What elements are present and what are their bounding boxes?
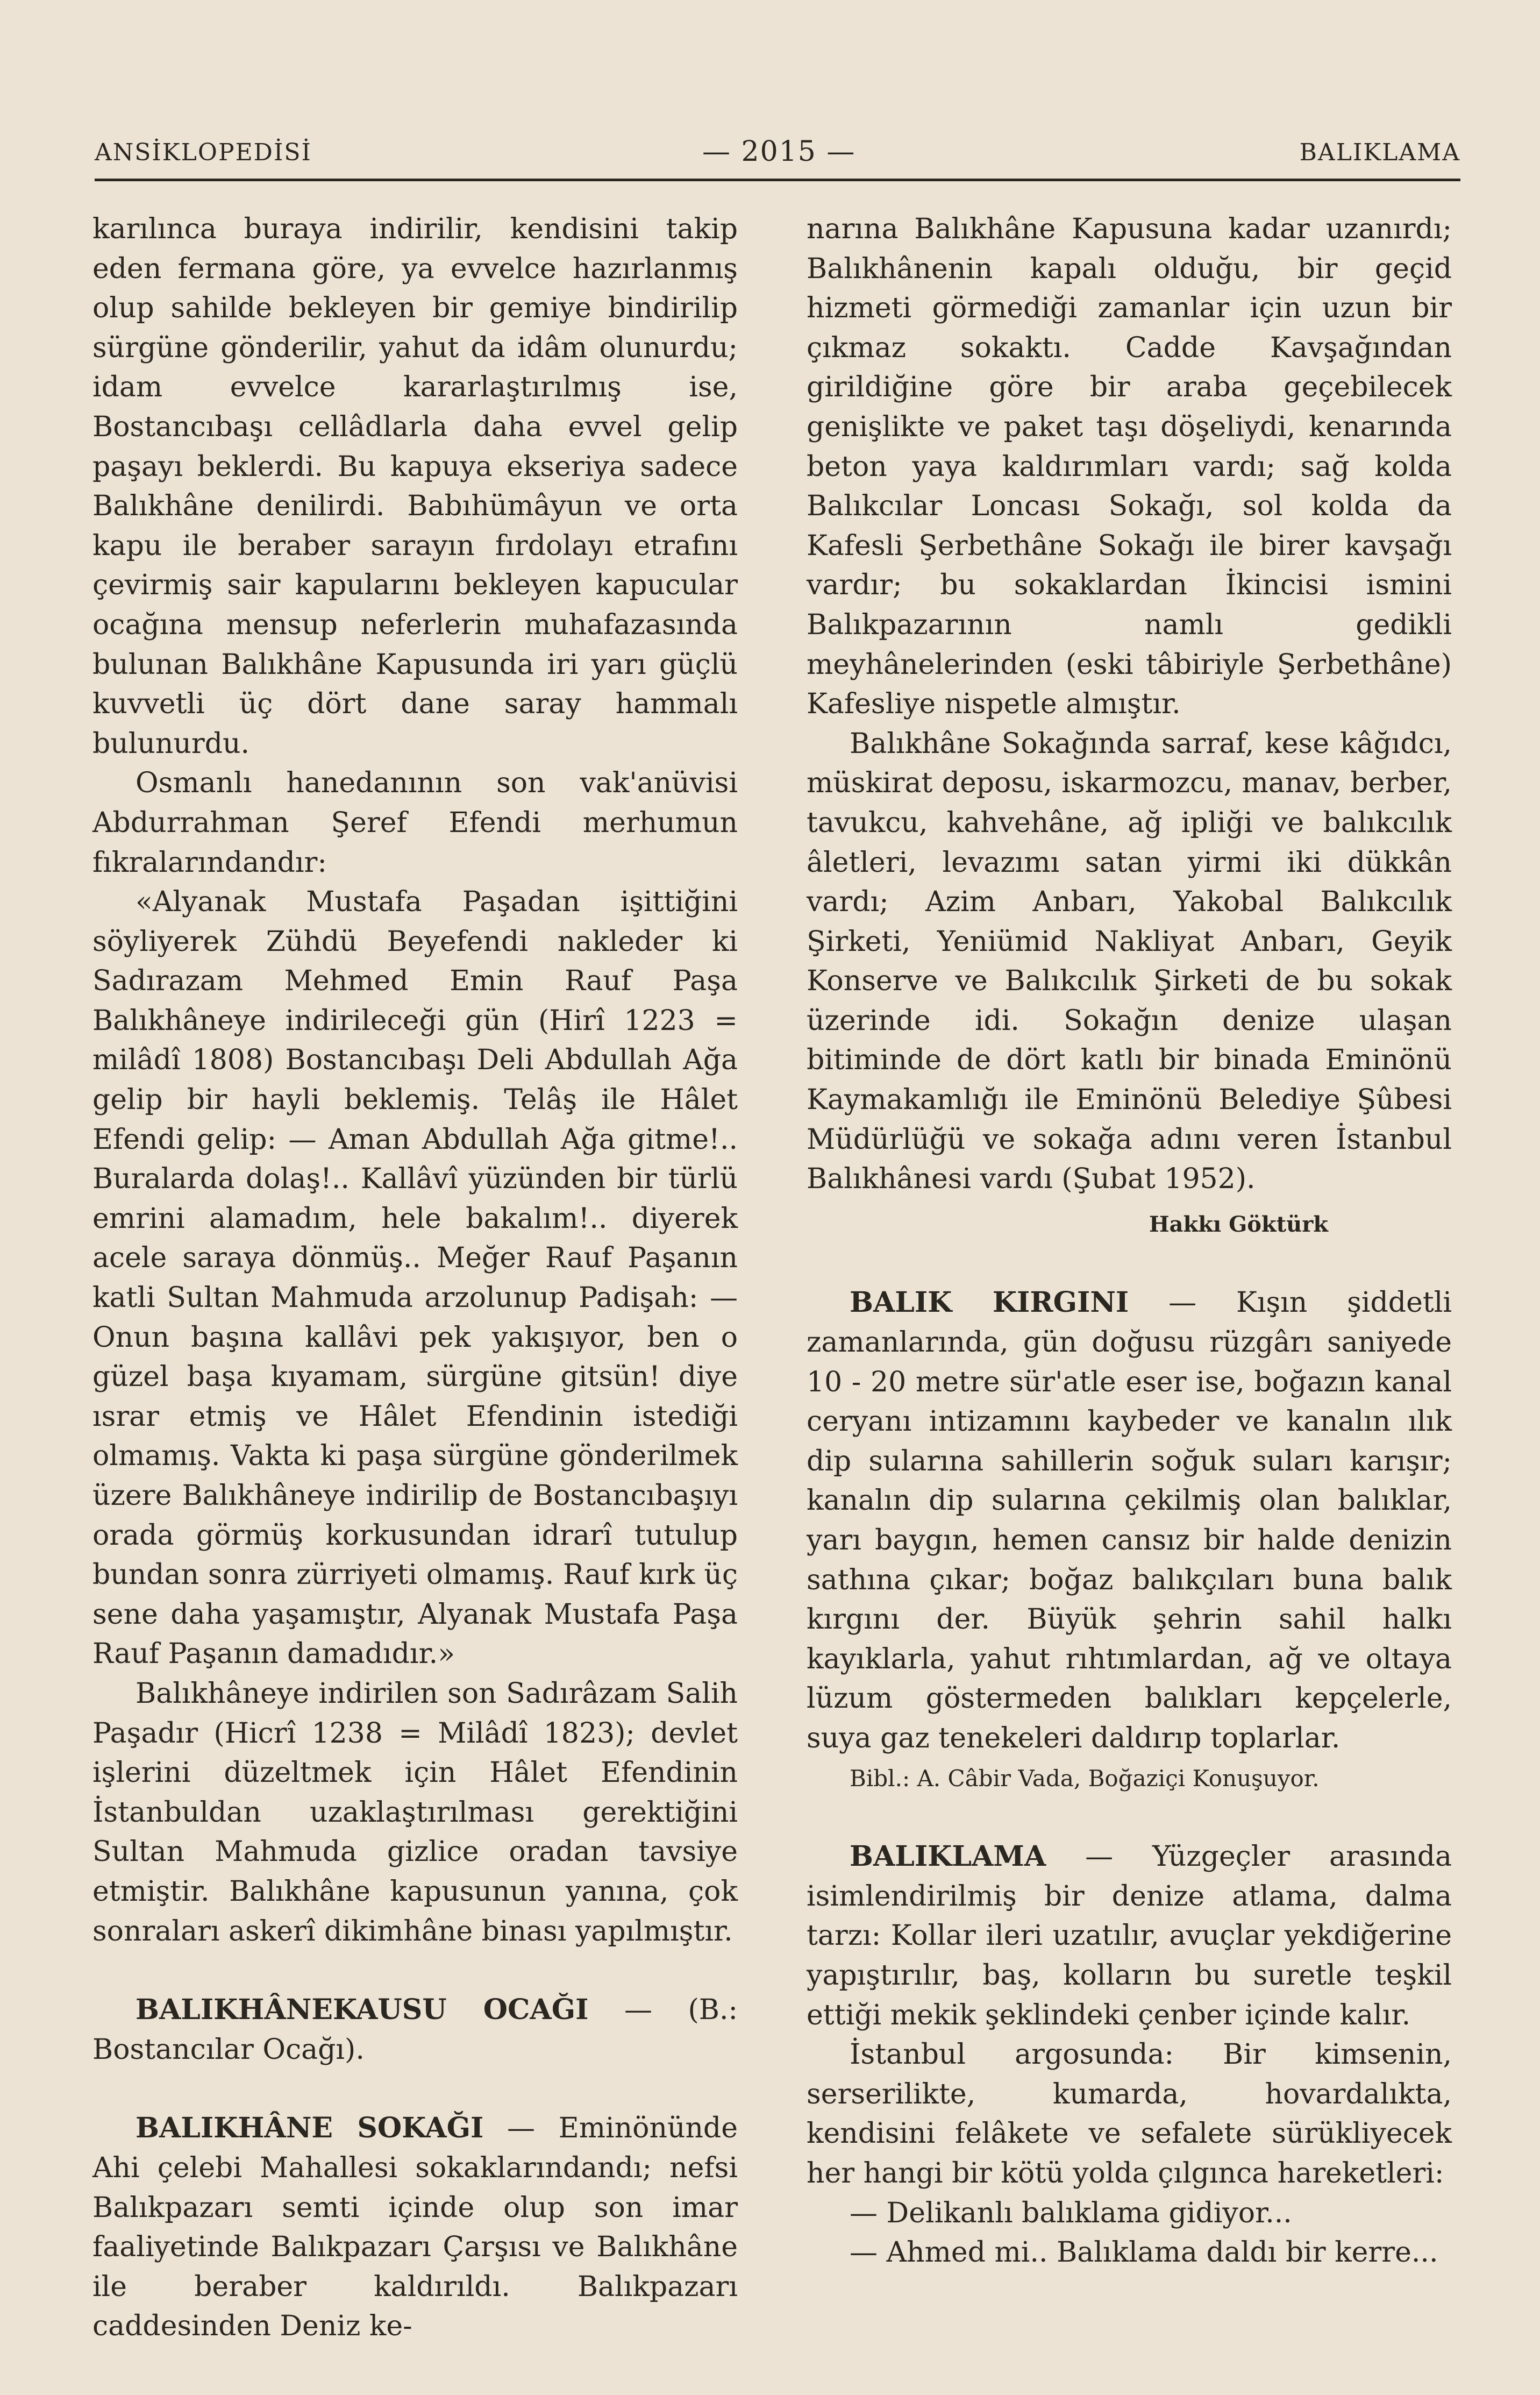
entry-heading: BALIK KIRGINI [850,1286,1129,1319]
left-column [92,210,738,2347]
entry-body: — Eminönünde Ahi çelebi Mahallesi sokaklarındandı; nefsi Balıkpazarı semti içinde olup son imar faaliyetinde Balıkpazarı Çarşısı ve Balıkhâne ile beraber kaldırıldı. Balıkpazarı caddesinden Deniz ke- [92,2112,738,2343]
paragraph: İstanbul argosunda: Bir kimsenin, serserilikte, kumarda, hovardalıkta, kendisini felâkete ve sefalete sürükliyecek her hangi bir kötü yolda çılgınca hareketleri: [807,2038,1452,2190]
entry-heading: BALIKLAMA [850,1840,1046,1873]
paragraph: Balıkhâneye indirilen son Sadırâzam Salih Paşadır (Hicrî 1238 = Milâdî 1823); devlet işlerini düzeltmek için Hâlet Efendinin İstanbuldan uzaklaştırılması gerektiğini Sultan Mahmuda gizlice oradan tavsiye etmiştir. Balıkhâne kapusunun yanına, çok sonraları askerî dikimhâne binası yapılmıştır. [92,1677,738,1948]
paragraph: Osmanlı hanedanının son vak'anüvisi Abdurrahman Şeref Efendi merhumun fıkralarındandır: [92,767,738,879]
entry-body: — Yüzgeçler arasında isimlendirilmiş bir denize atlama, dalma tarzı: Kollar ileri uzatılır, avuçlar yekdiğerine yapıştırılır, baş, kolların bu suretle teşkil ettiği mekik şeklindeki çenber içinde kalır. [807,1840,1452,2031]
entry-body: — Kışın şiddetli zamanlarında, gün doğusu rüzgârı saniyede 10 - 20 metre sür'atle eser ise, boğazın kanal ceryanı intizamını kaybeder ve kanalın ılık dip sularına sahillerin soğuk suları karışır; kanalın dip sularına çekilmiş olan balıklar, yarı baygın, hemen cansız bir halde denizin sathına çıkar; boğaz balıkçıları buna balık kırgını der. Büyük şehrin sahil halkı kayıklarla, yahut rıhtımlardan, ağ ve oltaya lüzum göstermeden balıkları kepçelerle, suya gaz tenekeleri daldırıp toplarlar. [807,1287,1452,1754]
entry-balik-kirgini [807,1283,1452,1758]
entry-balikhanekausu-ocagi [92,1990,738,2070]
entry-heading: BALIKHÂNE SOKAĞI [136,2112,484,2145]
page-header [95,136,1460,181]
header-left: ANSİKLOPEDİSİ [95,139,312,166]
page-number: — 2015 — [702,136,856,168]
paragraph: Balıkhâne Sokağında sarraf, kese kâğıdcı, müskirat deposu, iskarmozcu, manav, berber, tavukcu, kahvehâne, ağ ipliği ve balıkcılık âletleri, levazımı satan yirmi iki dükkân vardı; Azim Anbarı, Yakobal Balıkcılık Şirketi, Yeniümid Nakliyat Anbarı, Geyik Konserve ve Balıkcılık Şirketi de bu sokak üzerinde idi. Sokağın denize ulaşan bitiminde de dört katlı bir binada Eminönü Kaymakamlığı ile Eminönü Belediye Şûbesi Müdürlüğü ve sokağa adını veren İstanbul Balıkhânesi vardı (Şubat 1952). [807,727,1452,1196]
quote-line: — Delikanlı balıklama gidiyor... [850,2197,1292,2229]
bibliography: Bibl.: A. Câbir Vada, Boğaziçi Konuşuyor. [850,1765,1320,1792]
entry-balikhane-sokagi [92,2108,738,2347]
right-column [807,210,1452,2273]
author-signature: Hakkı Göktürk [1149,1211,1328,1237]
header-right: BALIKLAMA [1299,139,1460,166]
entry-baliklama [807,1837,1452,2035]
paragraph: karılınca buraya indirilir, kendisini takip eden fermana göre, ya evvelce hazırlanmış olup sahilde bekleyen bir gemiye bindirilip sürgüne gönderilir, yahut da idâm olunurdu; idam evvelce kararlaştırılmış ise, Bostancıbaşı cellâdlarla daha evvel gelip paşayı beklerdi. Bu kapuya ekseriya sadece Balıkhâne denilirdi. Babıhümâyun ve orta kapu ile beraber sarayın fırdolayı etrafını çevirmiş sair kapularını bekleyen kapucular ocağına mensup neferlerin muhafazasında bulunan Balıkhâne Kapusunda iri yarı güçlü kuvvetli üç dört dane saray hammalı bulunurdu. [92,213,738,760]
paragraph: narına Balıkhâne Kapusuna kadar uzanırdı; Balıkhânenin kapalı olduğu, bir geçid hizmeti görmediği zamanlar için uzun bir çıkmaz sokaktı. Cadde Kavşağından girildiğine göre bir araba geçebilecek genişlikte ve paket taşı döşeliydi, kenarında beton yaya kaldırımları vardı; sağ kolda Balıkcılar Loncası Sokağı, sol kolda da Kafesli Şerbethâne Sokağı ile birer kavşağı vardır; bu sokaklardan İkincisi ismini Balıkpazarının namlı gedikli meyhânelerinden (eski tâbiriyle Şerbethâne) Kafesliye nispetle almıştır. [807,213,1452,721]
entry-heading: BALIKHÂNEKAUSU OCAĞI [136,1993,589,2027]
entry-body: — (B.: Bostancılar Ocağı). [92,1994,738,2066]
quote-line: — Ahmed mi.. Balıklama daldı bir kerre... [850,2236,1438,2269]
paragraph: «Alyanak Mustafa Paşadan işittiğini söyliyerek Zühdü Beyefendi nakleder ki Sadırazam Mehmed Emin Rauf Paşa Balıkhâneye indirileceği gün (Hirî 1223 = milâdî 1808) Bostancıbaşı Deli Abdullah Ağa gelip bir hayli beklemiş. Telâş ile Hâlet Efendi gelip: — Aman Abdullah Ağa gitme!.. Buralarda dolaş!.. Kallâvî yüzünden bir türlü emrini alamadım, hele bakalım!.. diyerek acele saraya dönmüş.. Meğer Rauf Paşanın katli Sultan Mahmuda arzolunup Padişah: — Onun başına kallâvi pek yakışıyor, ben o güzel başa kıyamam, sürgüne gitsün! diye ısrar etmiş ve Hâlet Efendinin istediği olmamış. Vakta ki paşa sürgüne gönderilmek üzere Balıkhâneye indirilip de Bostancıbaşıyı orada görmüş korkusundan idrarî tutulup bundan sonra zürriyeti olmamış. Rauf kırk üç sene daha yaşamıştır, Alyanak Mustafa Paşa Rauf Paşanın damadıdır.» [92,886,738,1671]
